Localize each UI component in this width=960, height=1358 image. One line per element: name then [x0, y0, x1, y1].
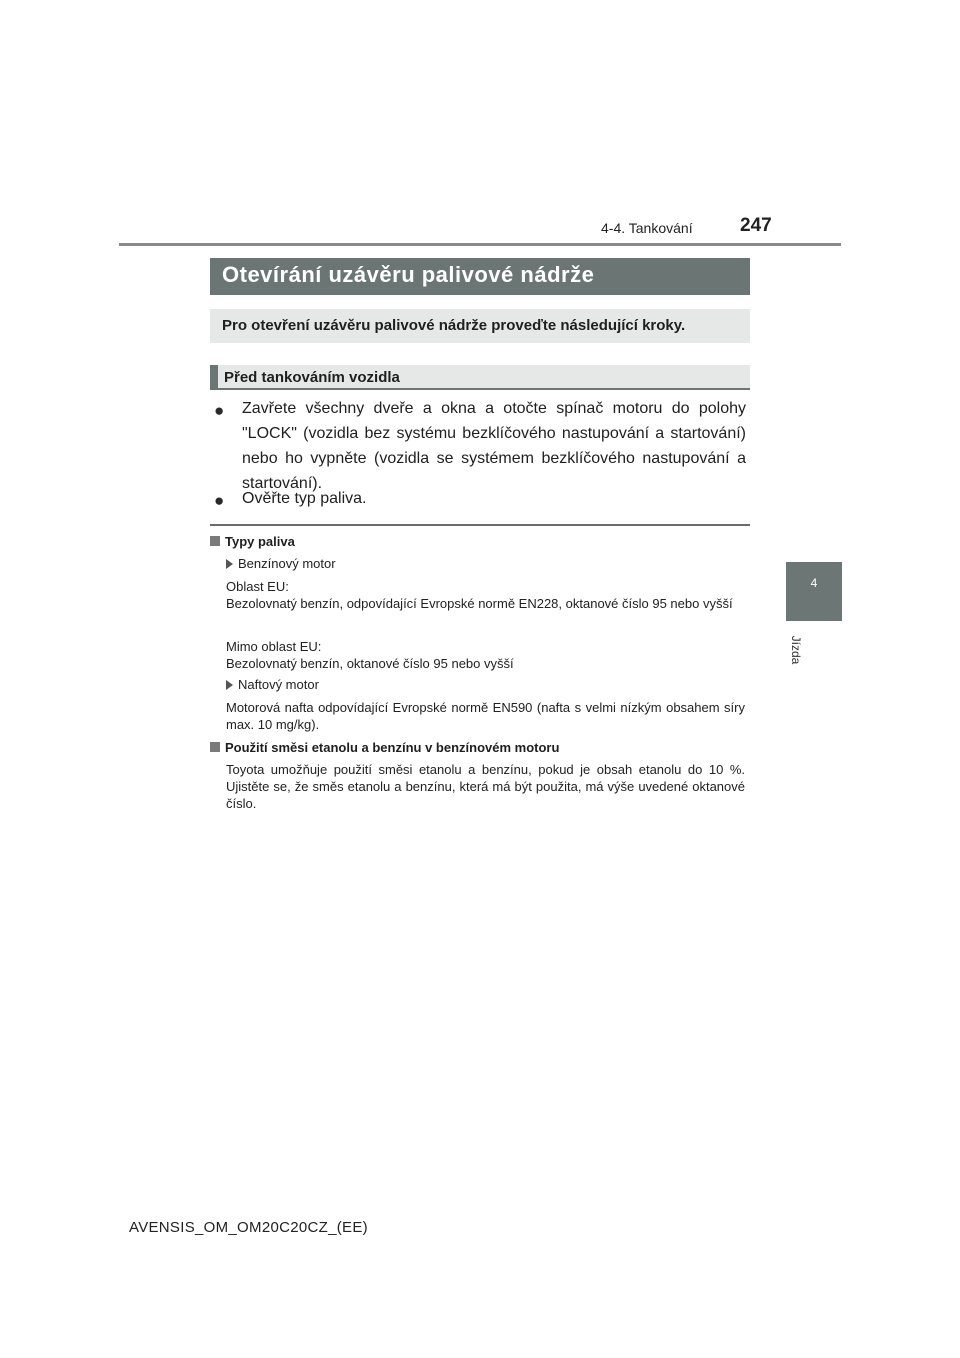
chapter-tab — [786, 562, 842, 621]
square-bullet-icon — [210, 536, 220, 546]
section-title: 4-4. Tankování — [601, 220, 693, 236]
note-subheading — [226, 677, 319, 692]
subsection-marker — [210, 365, 218, 390]
note-heading-text: Typy paliva — [225, 534, 295, 549]
page-title: Otevírání uzávěru palivové nádrže — [222, 262, 595, 287]
chapter-number: 4 — [810, 576, 818, 590]
subsection-title: Před tankováním vozidla — [224, 369, 400, 386]
document-code: AVENSIS_OM_OM20C20CZ_(EE) — [129, 1219, 368, 1236]
triangle-right-icon — [226, 559, 233, 569]
note-subheading-text: Naftový motor — [238, 677, 319, 692]
note-text: Motorová nafta odpovídající Evropské normě EN590 (nafta s velmi nízkým obsahem síry max. 10 mg/kg). — [226, 700, 745, 732]
chapter-label: Jízda — [789, 635, 803, 665]
note-text: Toyota umožňuje použití směsi etanolu a benzínu, pokud je obsah etanolu do 10 %. Ujistěte se, že směs etanolu a benzínu, která má být použita, má výše uvedené oktanové číslo. — [226, 762, 745, 811]
note-subheading-text: Benzínový motor — [238, 556, 336, 571]
bullet-dot-icon: ● — [214, 491, 225, 510]
page-number: 247 — [740, 215, 772, 236]
triangle-right-icon — [226, 680, 233, 690]
list-item-text: Zavřete všechny dveře a okna a otočte spínač motoru do polohy "LOCK" (vozidla bez systému bezklíčového nastupování a startování) nebo ho vypněte (vozidla se systémem bezklíčového nastupování a startování). — [242, 400, 746, 492]
intro-box — [210, 309, 750, 343]
list-item-text: Ověřte typ paliva. — [242, 490, 367, 507]
note-text: Bezolovnatý benzín, odpovídající Evropské normě EN228, oktanové číslo 95 nebo vyšší — [226, 596, 733, 611]
bullet-dot-icon: ● — [214, 401, 225, 420]
subsection-header — [210, 365, 750, 390]
note-heading-text: Použití směsi etanolu a benzínu v benzínovém motoru — [225, 740, 560, 755]
note-subheading — [226, 556, 336, 571]
note-heading — [210, 740, 559, 755]
note-heading — [210, 534, 295, 549]
chapter-label-container — [786, 631, 801, 671]
header-divider — [119, 243, 841, 246]
note-label: Mimo oblast EU: — [226, 639, 322, 654]
note-text: Bezolovnatý benzín, oktanové číslo 95 nebo vyšší — [226, 656, 514, 671]
intro-text: Pro otevření uzávěru palivové nádrže proveďte následující kroky. — [222, 317, 686, 334]
note-label: Oblast EU: — [226, 579, 289, 594]
square-bullet-icon — [210, 742, 220, 752]
notes-divider — [210, 524, 750, 526]
page-title-bar — [210, 258, 750, 295]
